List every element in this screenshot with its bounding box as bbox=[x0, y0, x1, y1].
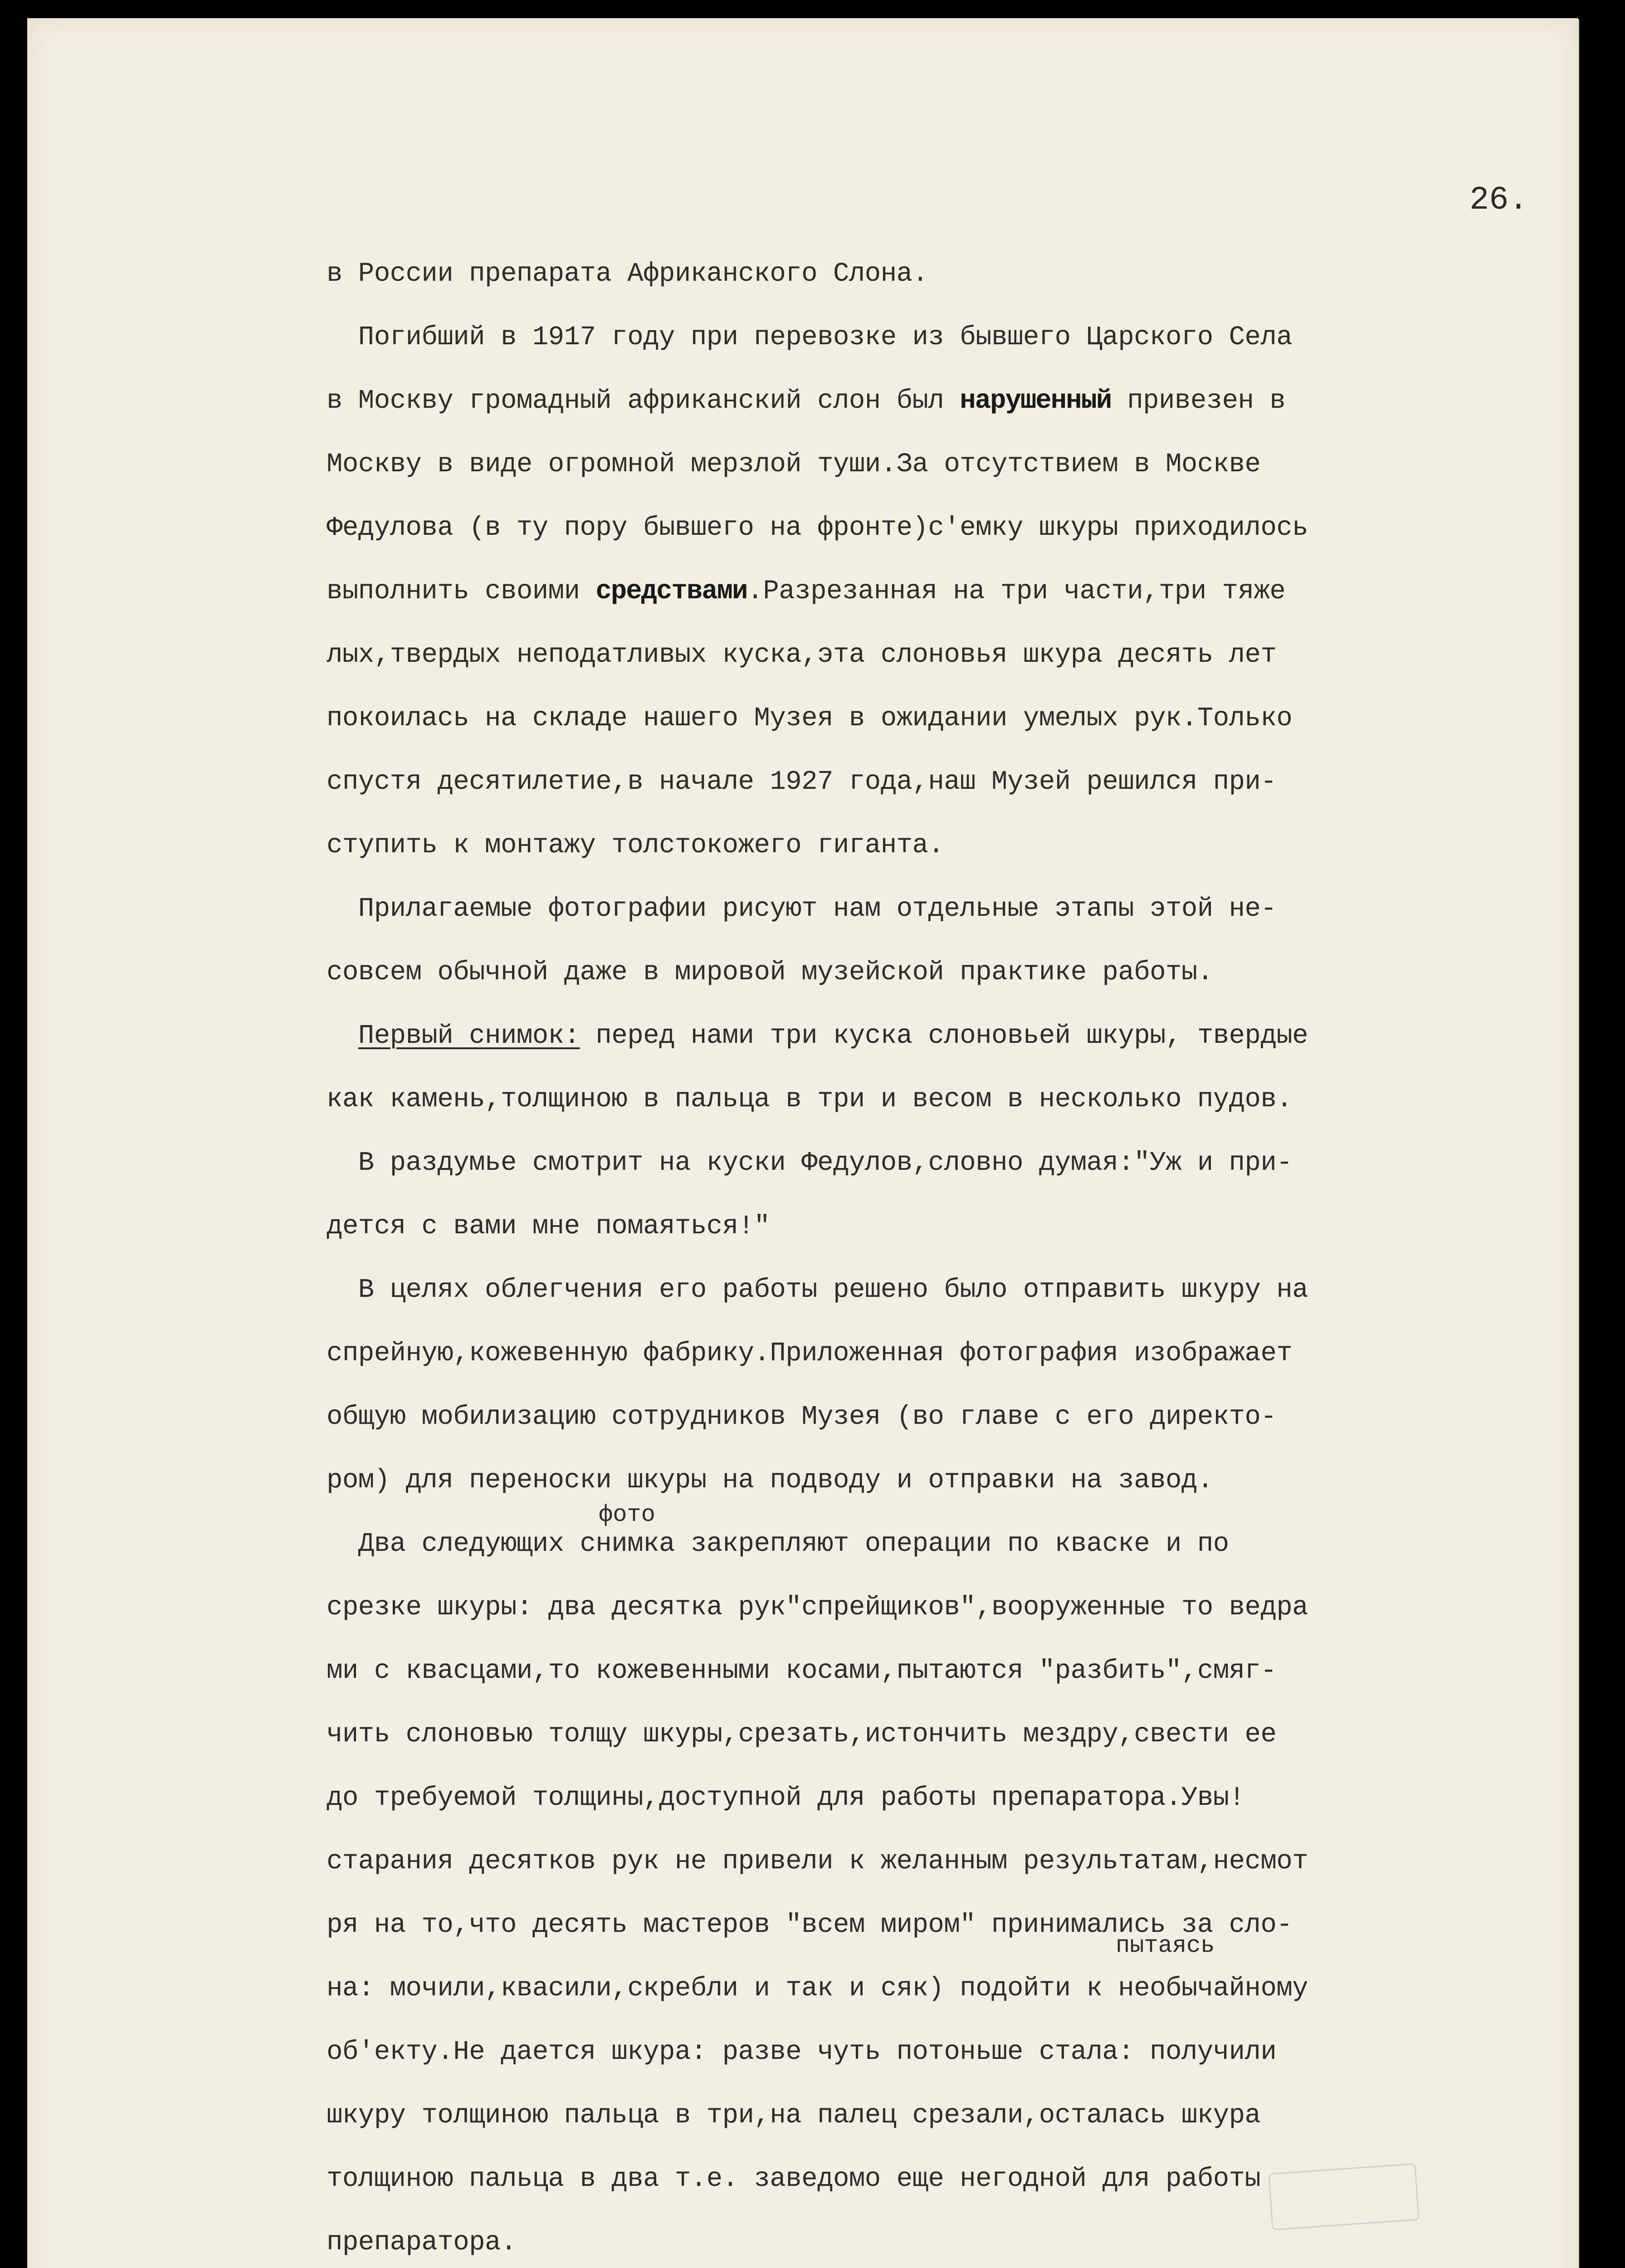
handwritten-insertion: пытаясь bbox=[1116, 1932, 1215, 1959]
text-fragment: перед нами три куска слоновьей шкуры, твердые bbox=[580, 1021, 1308, 1051]
text-line: на: мочили,квасили,скребли и так и сяк) подойти к необычайному bbox=[327, 1973, 1308, 2004]
text-line: чить слоновью толщу шкуры,срезать,истончить мездру,свести ее bbox=[327, 1719, 1277, 1750]
struck-word: нарушенный bbox=[960, 386, 1112, 416]
text-line: ступить к монтажу толстокожего гиганта. bbox=[327, 830, 944, 860]
text-line: толщиною пальца в два т.е. заведомо еще негодной для работы bbox=[327, 2164, 1261, 2194]
text-line: срезке шкуры: два десятка рук"спрейщиков",вооруженные то ведра bbox=[327, 1592, 1308, 1623]
text-line: ром) для переноски шкуры на подводу и отправки на завод. bbox=[327, 1465, 1213, 1496]
text-line: лых,твердых неподатливых куска,эта слоновья шкура десять лет bbox=[327, 640, 1277, 670]
typewritten-page bbox=[27, 18, 1578, 2268]
text-line: покоилась на складе нашего Музея в ожидании умелых рук.Только bbox=[327, 703, 1293, 733]
text-fragment: привезен в bbox=[1111, 386, 1286, 416]
text-line: Прилагаемые фотографии рисуют нам отдельные этапы этой не- bbox=[327, 894, 1277, 924]
text-line: спрейную,кожевенную фабрику.Приложенная фотография изображает bbox=[327, 1338, 1293, 1369]
text-line: ря на то,что десять мастеров "всем миром" принимались за сло- bbox=[327, 1910, 1293, 1940]
text-line: старания десятков рук не привели к желанным результатам,несмот bbox=[327, 1846, 1308, 1877]
text-line: ми с квасцами,то кожевенными косами,пытаются "разбить",смяг- bbox=[327, 1656, 1277, 1686]
text-line: препаратора. bbox=[327, 2227, 517, 2258]
underlined-label: Первый снимок: bbox=[358, 1021, 580, 1051]
text-line: Два следующих снимка закрепляют операции по кваске и по bbox=[327, 1529, 1229, 1559]
text-line: общую мобилизацию сотрудников Музея (во главе с его директо- bbox=[327, 1402, 1277, 1432]
text-line bbox=[327, 386, 1285, 416]
text-line: Федулова (в ту пору бывшего на фронте)с'емку шкуры приходилось bbox=[327, 513, 1308, 543]
text-line bbox=[327, 576, 1285, 606]
text-line bbox=[327, 1021, 1308, 1051]
archive-stamp bbox=[1268, 2163, 1420, 2230]
text-line: в России препарата Африканского Слона. bbox=[327, 259, 928, 289]
text-fragment: .Разрезанная на три части,три тяже bbox=[747, 576, 1286, 606]
text-line: об'екту.Не дается шкура: разве чуть потоньше стала: получили bbox=[327, 2037, 1277, 2067]
text-fragment: в Москву громадный африканский слон был bbox=[327, 386, 960, 416]
text-line: шкуру толщиною пальца в три,на палец срезали,осталась шкура bbox=[327, 2100, 1261, 2131]
text-line: до требуемой толщины,доступной для работы препаратора.Увы! bbox=[327, 1783, 1245, 1813]
text-line: Погибший в 1917 году при перевозке из бывшего Царского Села bbox=[327, 322, 1293, 352]
text-line: спустя десятилетие,в начале 1927 года,наш Музей решился при- bbox=[327, 767, 1277, 797]
text-line: Москву в виде огромной мерзлой туши.За отсутствием в Москве bbox=[327, 449, 1261, 479]
text-line: дется с вами мне помаяться!" bbox=[327, 1211, 770, 1242]
handwritten-insertion: фото bbox=[599, 1501, 655, 1528]
text-fragment: выполнить своими bbox=[327, 576, 596, 606]
struck-word: средствами bbox=[595, 576, 747, 606]
text-line: совсем обычной даже в мировой музейской практике работы. bbox=[327, 957, 1213, 987]
text-line: как камень,толщиною в пальца в три и весом в несколько пудов. bbox=[327, 1084, 1293, 1114]
text-line: В целях облегчения его работы решено было отправить шкуру на bbox=[327, 1275, 1308, 1305]
text-line: В раздумье смотрит на куски Федулов,словно думая:"Уж и при- bbox=[327, 1148, 1293, 1178]
page-number: 26. bbox=[1469, 181, 1528, 219]
